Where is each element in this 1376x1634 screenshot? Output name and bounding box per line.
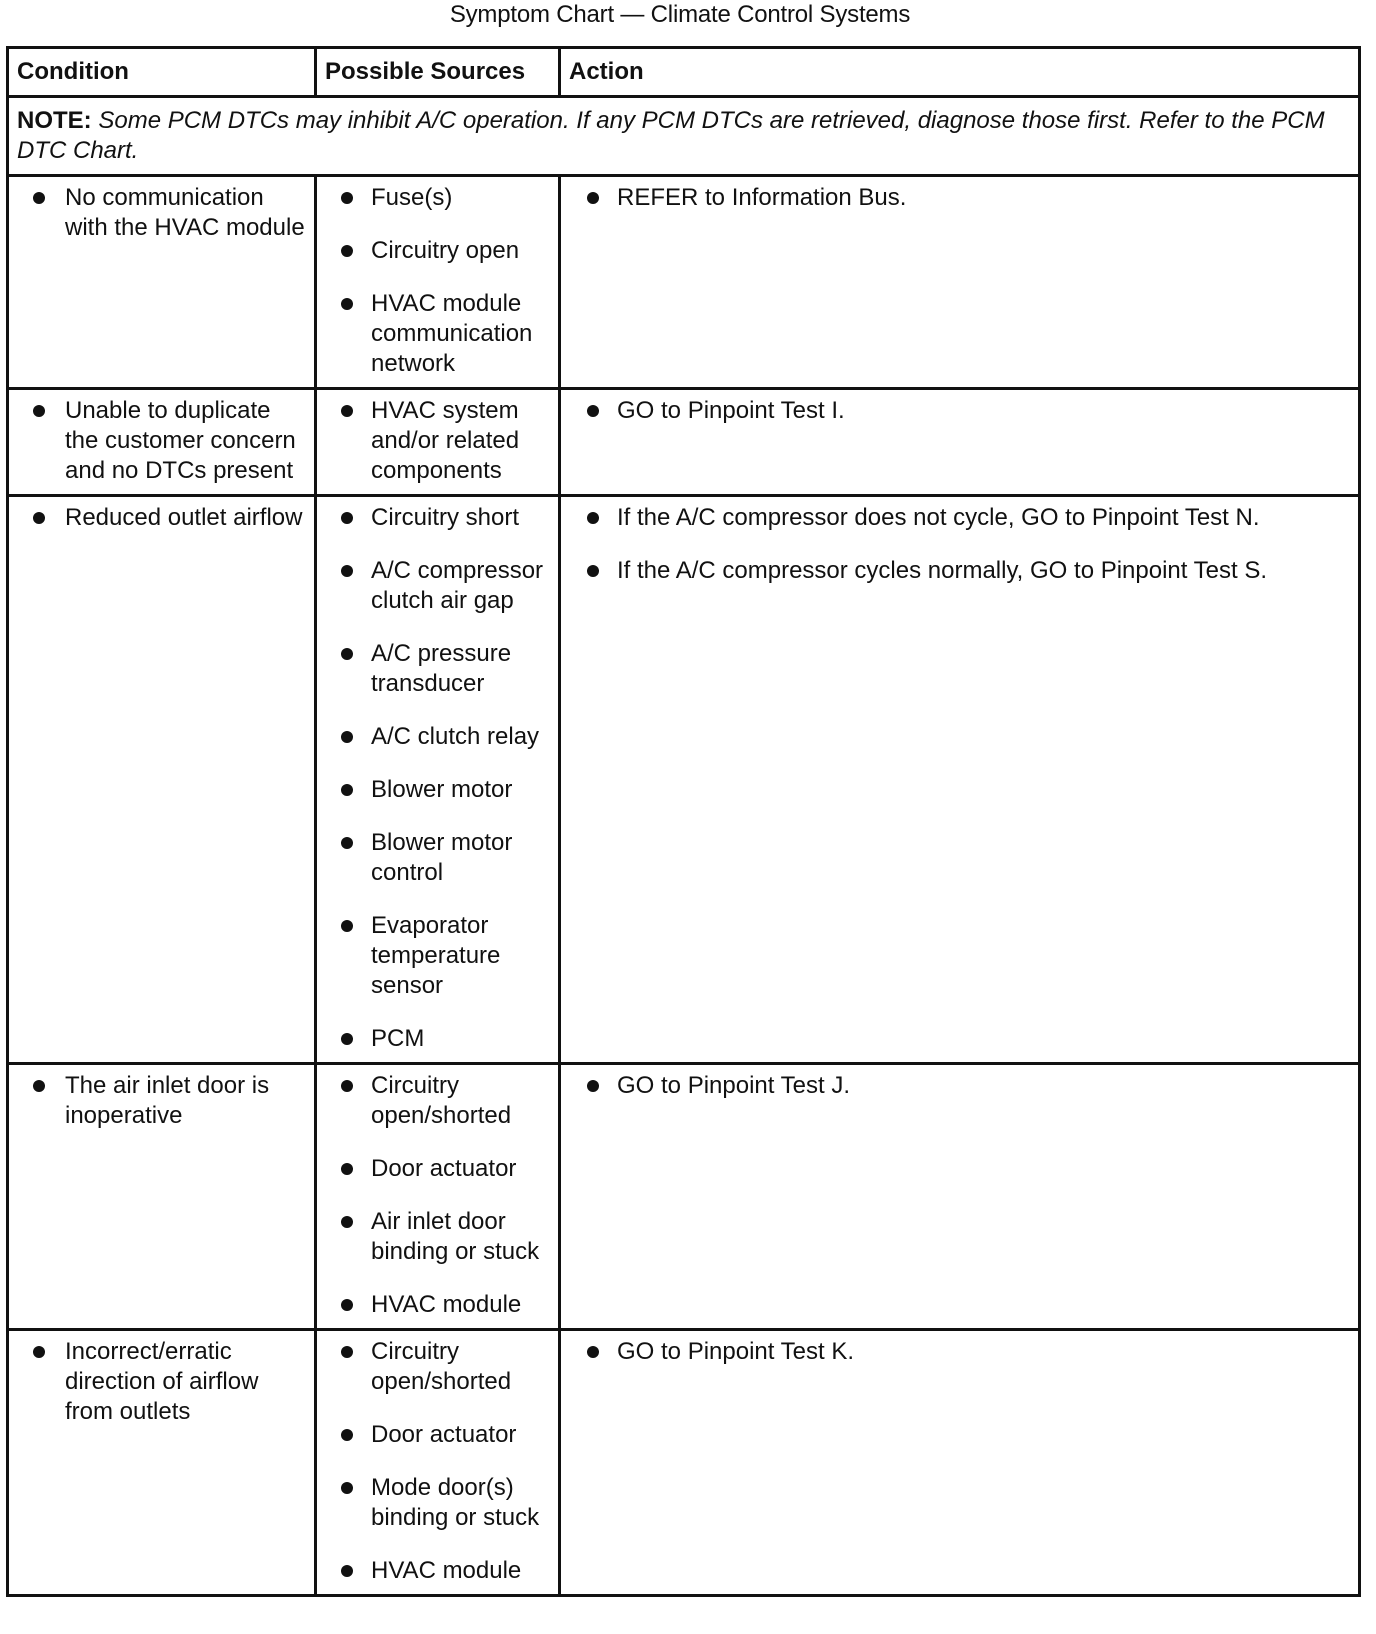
condition-item — [9, 1071, 306, 1131]
possible-sources-cell — [316, 1330, 560, 1596]
table-row — [8, 1330, 1360, 1596]
source-item-text: Evaporator temperature sensor — [371, 912, 501, 999]
condition-item-text: Reduced outlet airflow — [65, 504, 303, 531]
table-row — [8, 389, 1360, 496]
bullet-icon — [341, 245, 353, 257]
bullet-icon — [341, 1346, 353, 1358]
action-item-text: If the A/C compressor does not cycle, GO to Pinpoint Test N. — [617, 504, 1260, 531]
header-row — [8, 48, 1360, 97]
bullet-icon — [341, 1429, 353, 1441]
action-item-list — [561, 1071, 1350, 1101]
source-item-text: Circuitry open/shorted — [371, 1338, 512, 1395]
bullet-icon — [341, 1216, 353, 1228]
action-item-text: GO to Pinpoint Test J. — [617, 1072, 851, 1099]
source-item — [317, 828, 550, 888]
note-cell — [8, 97, 1360, 176]
action-item-list — [561, 396, 1350, 426]
source-item — [317, 1473, 550, 1533]
bullet-icon — [341, 298, 353, 310]
bullet-icon — [341, 1482, 353, 1494]
source-item — [317, 1290, 550, 1320]
source-item — [317, 1207, 550, 1267]
table-row — [8, 496, 1360, 1064]
condition-item — [9, 183, 306, 243]
source-item-list — [317, 1071, 550, 1320]
source-item — [317, 236, 550, 266]
source-item-list — [317, 503, 550, 1054]
source-item-text: Blower motor — [371, 776, 513, 803]
source-item-text: Air inlet door binding or stuck — [371, 1208, 540, 1265]
action-item — [561, 183, 1350, 213]
source-item-text: HVAC module — [371, 1557, 522, 1584]
table-row — [8, 1064, 1360, 1330]
action-item — [561, 556, 1350, 586]
condition-item-text: Incorrect/erratic direction of airflow from outlets — [65, 1338, 259, 1425]
symptom-chart-table — [6, 46, 1361, 1597]
source-item-text: Circuitry short — [371, 504, 520, 531]
bullet-icon — [341, 512, 353, 524]
chart-title: Symptom Chart — Climate Control Systems — [449, 1, 911, 28]
source-item-text: HVAC module communication network — [371, 290, 533, 377]
bullet-icon — [341, 648, 353, 660]
bullet-icon — [341, 1299, 353, 1311]
bullet-icon — [33, 192, 45, 204]
condition-item-text: Unable to duplicate the customer concern and no DTCs present — [65, 397, 296, 484]
bullet-icon — [341, 1080, 353, 1092]
bullet-icon — [341, 192, 353, 204]
source-item — [317, 722, 550, 752]
bullet-icon — [341, 837, 353, 849]
source-item-text: HVAC module — [371, 1291, 522, 1318]
source-item — [317, 289, 550, 379]
source-item-text: Door actuator — [371, 1155, 517, 1182]
condition-item-list — [9, 503, 306, 533]
action-item-text: REFER to Information Bus. — [617, 184, 907, 211]
action-cell — [560, 1330, 1360, 1596]
action-item-text: If the A/C compressor cycles normally, GO to Pinpoint Test S. — [617, 557, 1268, 584]
bullet-icon — [341, 731, 353, 743]
condition-cell — [8, 1064, 316, 1330]
source-item — [317, 1154, 550, 1184]
source-item-text: Circuitry open/shorted — [371, 1072, 512, 1129]
source-item — [317, 556, 550, 616]
bullet-icon — [341, 1565, 353, 1577]
header-condition: Condition — [8, 48, 316, 97]
action-cell — [560, 389, 1360, 496]
source-item-text: Mode door(s) binding or stuck — [371, 1474, 540, 1531]
table-row — [8, 176, 1360, 389]
source-item — [317, 1556, 550, 1586]
header-possible-sources: Possible Sources — [316, 48, 560, 97]
action-cell — [560, 176, 1360, 389]
action-cell — [560, 1064, 1360, 1330]
condition-cell — [8, 176, 316, 389]
bullet-icon — [33, 1346, 45, 1358]
source-item — [317, 503, 550, 533]
action-item — [561, 1071, 1350, 1101]
source-item-list — [317, 396, 550, 486]
condition-item — [9, 396, 306, 486]
bullet-icon — [33, 1080, 45, 1092]
bullet-icon — [341, 565, 353, 577]
source-item — [317, 396, 550, 486]
bullet-icon — [587, 405, 599, 417]
action-item-text: GO to Pinpoint Test K. — [617, 1338, 855, 1365]
condition-cell — [8, 389, 316, 496]
source-item-text: HVAC system and/or related components — [371, 397, 520, 484]
action-item-list — [561, 1337, 1350, 1367]
condition-cell — [8, 1330, 316, 1596]
action-item — [561, 503, 1350, 533]
condition-item-list — [9, 1071, 306, 1131]
note-row — [8, 97, 1360, 176]
source-item — [317, 183, 550, 213]
action-cell — [560, 496, 1360, 1064]
source-item-list — [317, 183, 550, 379]
note-label: NOTE: — [17, 107, 92, 134]
condition-cell — [8, 496, 316, 1064]
source-item-text: A/C clutch relay — [371, 723, 540, 750]
bullet-icon — [341, 784, 353, 796]
bullet-icon — [587, 1346, 599, 1358]
source-item-text: A/C pressure transducer — [371, 640, 512, 697]
source-item — [317, 1420, 550, 1450]
condition-item — [9, 503, 306, 533]
source-item — [317, 775, 550, 805]
bullet-icon — [341, 405, 353, 417]
source-item — [317, 1071, 550, 1131]
condition-item — [9, 1337, 306, 1427]
source-item-text: A/C compressor clutch air gap — [371, 557, 544, 614]
bullet-icon — [587, 512, 599, 524]
source-item-text: Blower motor control — [371, 829, 513, 886]
possible-sources-cell — [316, 1064, 560, 1330]
action-item-list — [561, 183, 1350, 213]
condition-item-text: The air inlet door is inoperative — [65, 1072, 270, 1129]
source-item-text: Fuse(s) — [371, 184, 453, 211]
possible-sources-cell — [316, 176, 560, 389]
note-text: Some PCM DTCs may inhibit A/C operation. If any PCM DTCs are retrieved, diagnose those first. Refer to the PCM DTC Chart. — [17, 107, 1325, 164]
bullet-icon — [341, 920, 353, 932]
bullet-icon — [587, 565, 599, 577]
source-item — [317, 1337, 550, 1397]
action-item-list — [561, 503, 1350, 586]
possible-sources-cell — [316, 389, 560, 496]
header-action: Action — [560, 48, 1360, 97]
condition-item-list — [9, 396, 306, 486]
bullet-icon — [587, 192, 599, 204]
bullet-icon — [33, 405, 45, 417]
source-item — [317, 911, 550, 1001]
bullet-icon — [587, 1080, 599, 1092]
possible-sources-cell — [316, 496, 560, 1064]
action-item-text: GO to Pinpoint Test I. — [617, 397, 845, 424]
source-item-list — [317, 1337, 550, 1586]
source-item-text: PCM — [371, 1025, 425, 1052]
source-item — [317, 639, 550, 699]
action-item — [561, 1337, 1350, 1367]
condition-item-list — [9, 183, 306, 243]
bullet-icon — [33, 512, 45, 524]
action-item — [561, 396, 1350, 426]
condition-item-text: No communication with the HVAC module — [65, 184, 305, 241]
source-item — [317, 1024, 550, 1054]
source-item-text: Circuitry open — [371, 237, 520, 264]
bullet-icon — [341, 1163, 353, 1175]
source-item-text: Door actuator — [371, 1421, 517, 1448]
bullet-icon — [341, 1033, 353, 1045]
condition-item-list — [9, 1337, 306, 1427]
